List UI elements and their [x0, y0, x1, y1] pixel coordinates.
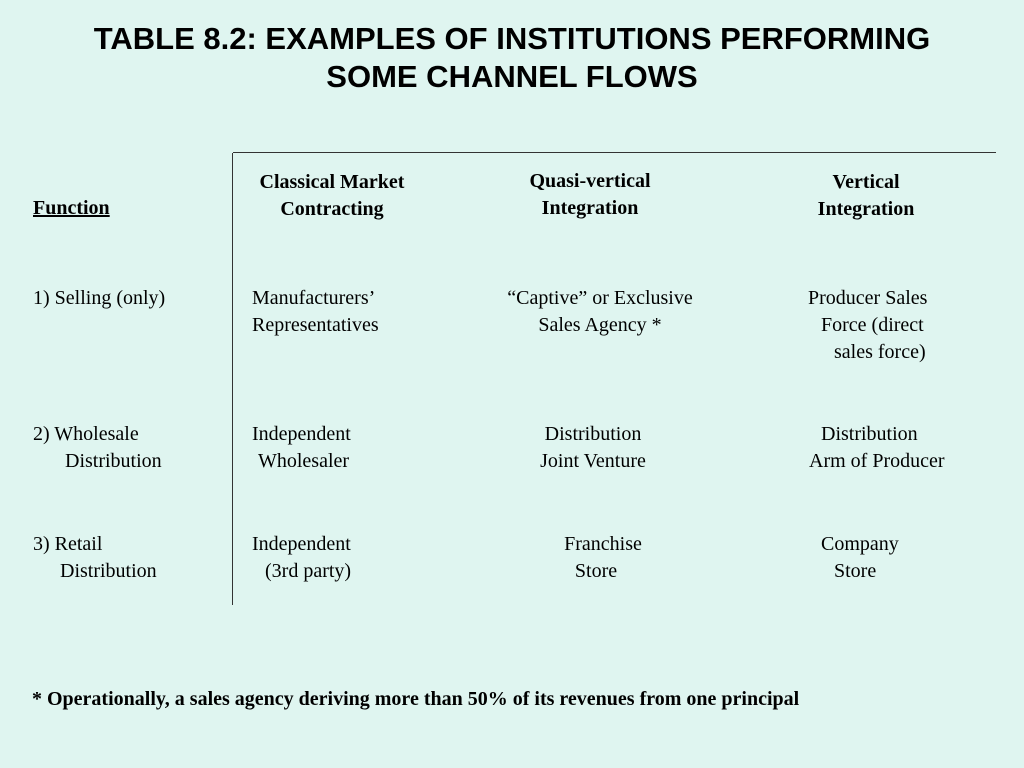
column-header-line: Vertical: [832, 171, 900, 193]
cell-line: Store: [574, 560, 618, 582]
cell-line: Company: [821, 533, 899, 555]
title-line-1: TABLE 8.2: EXAMPLES OF INSTITUTIONS PERFORMING: [93, 21, 931, 56]
cell-line: Wholesaler: [258, 450, 350, 472]
cell-line: Representatives: [252, 314, 379, 336]
row-function-line: 3) Retail: [33, 533, 103, 555]
cell-line: Store: [834, 560, 877, 582]
cell-line: Distribution: [821, 423, 918, 445]
row-2-function: [33, 421, 162, 475]
cell-line: Independent: [252, 533, 351, 555]
row-function-line: Distribution: [65, 450, 162, 472]
cell-line: Franchise: [564, 533, 642, 555]
row-1-classical-market-cell: [252, 285, 379, 339]
row-function-line: 1) Selling (only): [33, 287, 166, 309]
column-header-vertical: [766, 169, 966, 223]
row-2-classical-market-cell: [252, 421, 351, 475]
column-header-line: Integration: [541, 197, 639, 219]
row-function-line: Distribution: [60, 560, 157, 582]
row-1-function: [33, 285, 165, 312]
row-2-quasi-vertical-cell: [473, 421, 713, 475]
title-line-2: SOME CHANNEL FLOWS: [326, 59, 698, 94]
cell-line: Force (direct: [821, 314, 924, 336]
column-header-line: Quasi-vertical: [529, 170, 651, 192]
slide-title: [0, 20, 1024, 96]
column-header-classical-market: [232, 169, 432, 223]
column-header-line: Contracting: [280, 198, 384, 220]
cell-line: “Captive” or Exclusive: [507, 287, 693, 309]
cell-line: (3rd party): [265, 560, 352, 582]
row-1-vertical-cell: [808, 285, 927, 366]
column-header-line: Classical Market: [259, 171, 405, 193]
cell-line: Arm of Producer: [809, 450, 945, 472]
function-header: Function: [33, 197, 110, 219]
column-header-quasi-vertical: [490, 168, 690, 222]
row-3-vertical-cell: [821, 531, 899, 585]
table-top-rule: [233, 152, 996, 153]
cell-line: sales force): [834, 341, 926, 363]
cell-line: Sales Agency *: [538, 314, 662, 336]
cell-line: Independent: [252, 423, 351, 445]
row-1-quasi-vertical-cell: [480, 285, 720, 339]
row-3-classical-market-cell: [252, 531, 351, 585]
row-2-vertical-cell: [809, 421, 945, 475]
footnote: * Operationally, a sales agency deriving more than 50% of its revenues from one principal: [32, 688, 800, 710]
cell-line: Joint Venture: [540, 450, 646, 472]
cell-line: Producer Sales: [808, 287, 928, 309]
cell-line: Distribution: [544, 423, 642, 445]
row-3-quasi-vertical-cell: [483, 531, 723, 585]
row-function-line: 2) Wholesale: [33, 423, 139, 445]
row-3-function: [33, 531, 157, 585]
cell-line: Manufacturers’: [252, 287, 376, 309]
column-header-line: Integration: [817, 198, 915, 220]
